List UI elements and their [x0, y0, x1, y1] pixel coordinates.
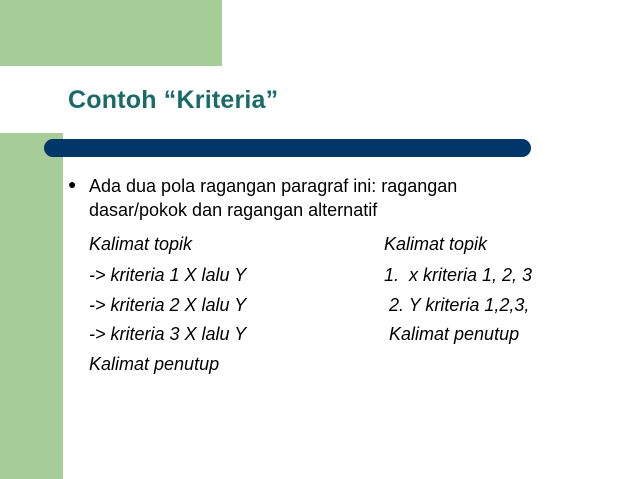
left-column-line-4: -> kriteria 3 X lalu Y [89, 324, 247, 344]
left-column-line-3: -> kriteria 2 X lalu Y [89, 295, 247, 315]
left-column-line-5: Kalimat penutup [89, 354, 220, 374]
right-column-line-2: 1. x kriteria 1, 2, 3 [384, 265, 533, 285]
left-column-line-2: -> kriteria 1 X lalu Y [89, 265, 247, 285]
right-column-line-3: 2. Y kriteria 1,2,3, [384, 295, 530, 315]
bullet-text-line-2: dasar/pokok dan ragangan alternatif [89, 200, 378, 220]
left-column-line-1: Kalimat topik [89, 234, 193, 254]
bullet-icon: ● [68, 176, 77, 192]
slide-title: Contoh “Kriteria” [68, 86, 279, 114]
green-top-block [0, 0, 222, 66]
bullet-text-line-1: Ada dua pola ragangan paragraf ini: ragangan [89, 176, 458, 196]
title-divider-bar [44, 139, 531, 157]
right-column-line-4: Kalimat penutup [384, 324, 520, 344]
right-column-line-1: Kalimat topik [384, 234, 488, 254]
